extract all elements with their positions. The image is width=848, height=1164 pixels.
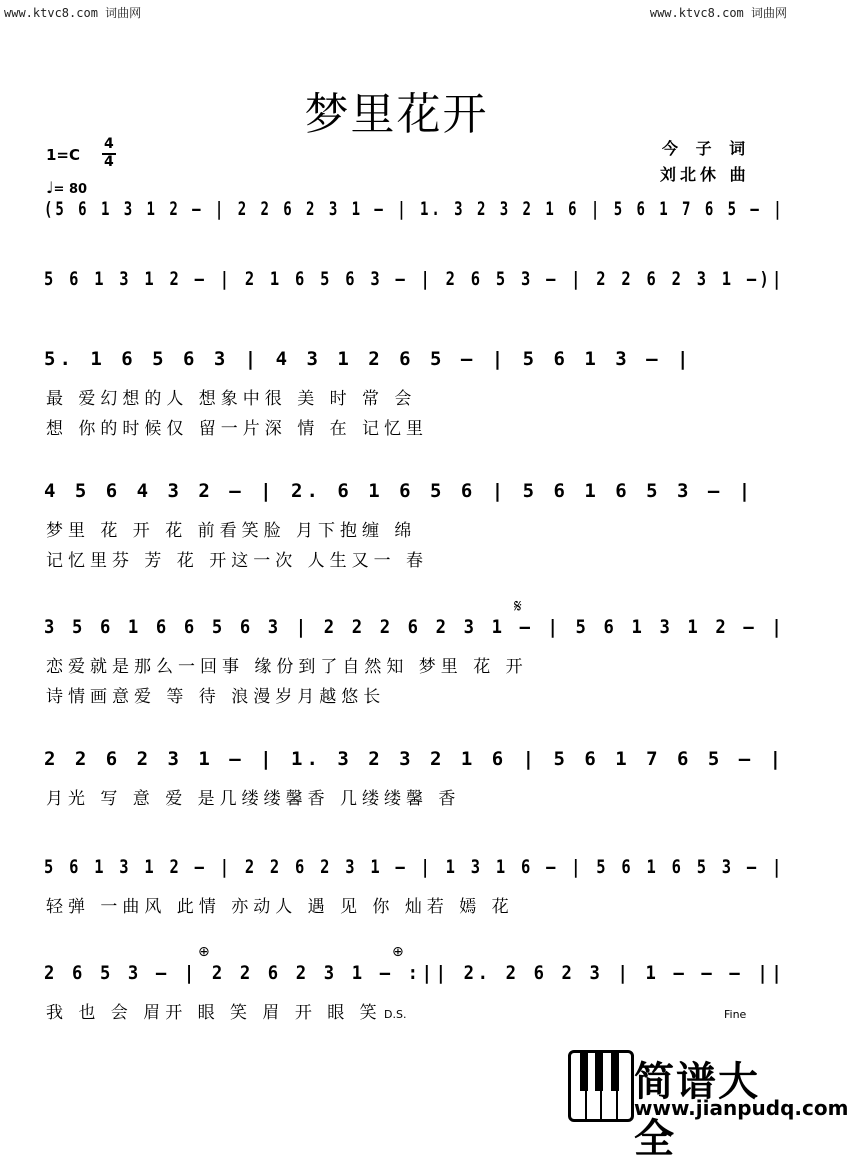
notation-row: (5 6 1 3 1 2 – | 2 2 6 2 3 1 – | 1. 3 2 3 2 1 6 | 5 6 1 7 6 5 – | bbox=[44, 198, 785, 220]
lyric-line: 记忆里芬 芳 花 开这一次 人生又一 春 bbox=[46, 551, 429, 571]
notation-row: 5 6 1 3 1 2 – | 2 1 6 5 6 3 – | 2 6 5 3 – | 2 2 6 2 3 1 –)| bbox=[44, 268, 785, 290]
lyric-line: 最 爱幻想的人 想象中很 美 时 常 会 bbox=[46, 389, 417, 409]
notation-row: 2 2 6 2 3 1 – | 1. 3 2 3 2 1 6 | 5 6 1 7 6 5 – | bbox=[44, 748, 786, 770]
notation-row: 5 6 1 3 1 2 – | 2 2 6 2 3 1 – | 1 3 1 6 – | 5 6 1 6 5 3 – | bbox=[44, 856, 785, 878]
piano-icon bbox=[568, 1050, 634, 1122]
lyric-line: 梦里 花 开 花 前看笑脸 月下抱缠 绵 bbox=[46, 521, 417, 541]
coda-mark-1: ⊕ bbox=[198, 944, 210, 960]
lyric-line: 轻弹 一曲风 此情 亦动人 遇 见 你 灿若 嫣 花 bbox=[46, 897, 514, 917]
time-signature-top: 4 bbox=[104, 136, 114, 152]
tempo-marking bbox=[46, 178, 87, 197]
lyric-line: 月光 写 意 爱 是几缕缕馨香 几缕缕馨 香 bbox=[46, 789, 461, 809]
logo-url: www.jianpudq.com bbox=[634, 1096, 848, 1120]
site-logo bbox=[568, 1050, 848, 1162]
time-signature-bottom: 4 bbox=[104, 154, 114, 170]
key-signature: 1=C bbox=[46, 146, 81, 164]
logo-text: 简谱大全 bbox=[634, 1059, 760, 1162]
notation-row: 2 6 5 3 – | 2 2 6 2 3 1 – :|| 2. 2 6 2 3 | 1 – – – || bbox=[44, 962, 786, 984]
notation-row: 3 5 6 1 6 6 5 6 3 | 2 2 2 6 2 3 1 – | 5 6 1 3 1 2 – | bbox=[44, 616, 786, 638]
lyric-line: 恋爱就是那么一回事 缘份到了自然知 梦里 花 开 bbox=[46, 657, 528, 677]
tempo-value: = 80 bbox=[53, 182, 88, 197]
coda-mark-2: ⊕ bbox=[392, 944, 404, 960]
segno-mark: 𝄋 bbox=[514, 596, 522, 617]
fine-mark: Fine bbox=[724, 1008, 747, 1021]
ds-mark: D.S. bbox=[384, 1008, 407, 1021]
notation-row: 4 5 6 4 3 2 – | 2. 6 1 6 5 6 | 5 6 1 6 5 3 – | bbox=[44, 480, 755, 502]
composer-credit: 刘北休 曲 bbox=[660, 165, 750, 184]
watermark-left: www.ktvc8.com 词曲网 bbox=[4, 6, 142, 20]
watermark-right: www.ktvc8.com 词曲网 bbox=[649, 6, 787, 20]
quarter-note-icon: ♩ bbox=[46, 178, 54, 197]
song-title: 梦里花开 bbox=[304, 89, 489, 140]
notation-row: 5. 1 6 5 6 3 | 4 3 1 2 6 5 – | 5 6 1 3 – | bbox=[44, 348, 693, 370]
lyricist-credit: 今 子 词 bbox=[662, 139, 752, 158]
lyric-line: 想 你的时候仅 留一片深 情 在 记忆里 bbox=[46, 419, 429, 439]
lyric-line: 诗情画意爱 等 待 浪漫岁月越悠长 bbox=[46, 687, 386, 707]
lyric-line: 我 也 会 眉开 眼 笑 眉 开 眼 笑 bbox=[46, 1003, 382, 1023]
